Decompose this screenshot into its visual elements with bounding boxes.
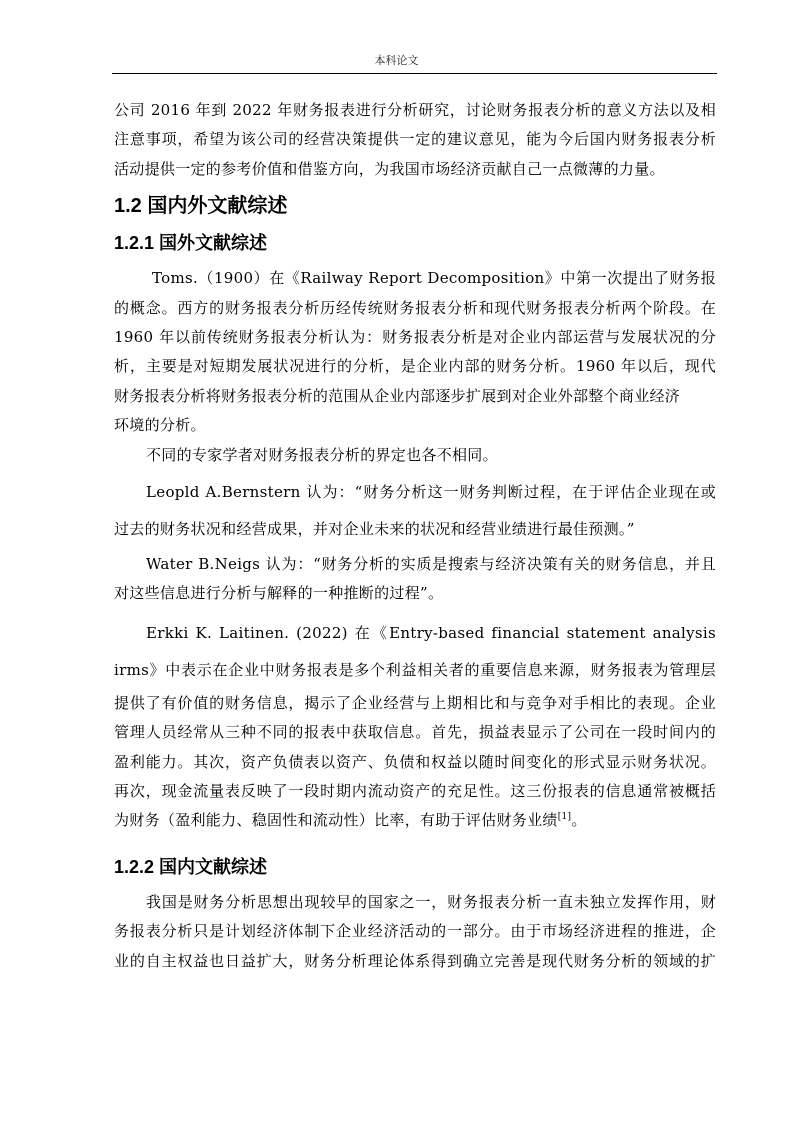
text-line: 财务报表分析将财务报表分析的范围从企业内部逐步扩展到对企业外部整个商业经济: [114, 386, 681, 405]
citation-ref[interactable]: [1]: [557, 812, 572, 823]
intro-paragraph: [114, 96, 716, 184]
paragraph-toms: [114, 264, 716, 440]
text-line: 过去的财务状况和经营成果，并对企业未来的状况和经营业绩进行最佳预测。”: [114, 519, 635, 538]
text-line: 再次，现金流量表反映了一段时期内流动资产的充足性。这三份报表的信息通常被概括: [114, 781, 716, 800]
header-rule: [112, 73, 717, 74]
paragraph-definitions: 不同的专家学者对财务报表分析的界定也各不相同。: [146, 445, 498, 464]
text-line: 公司 2016 年到 2022 年财务报表进行分析研究，讨论财务报表分析的意义方法以及相: [114, 101, 716, 119]
text-line: 活动提供一定的参考价值和借鉴方向，为我国市场经济贡献自己一点微薄的力量。: [114, 159, 665, 178]
paragraph-laitinen: [114, 615, 716, 836]
text-line: 析，主要是对短期发展状况进行的分析，是企业内部的财务分析。1960 年以后，现代: [114, 357, 716, 376]
text-line: Toms.（1900）在《Railway Report Decomposition》中第一次提出了财务报: [152, 269, 716, 288]
text-line: 务报表分析只是计划经济体制下企业经济活动的一部分。由于市场经济进程的推进，企: [114, 922, 716, 941]
running-header: 本科论文: [374, 54, 419, 67]
text-line: 我国是财务分析思想出现较早的国家之一，财务报表分析一直未独立发挥作用，财: [146, 892, 716, 911]
text-line: irms》中表示在企业中财务报表是多个利益相关者的重要信息来源，财务报表为管理层: [114, 660, 716, 679]
text-line: [114, 806, 716, 835]
text-line: 管理人员经常从三种不同的报表中获取信息。首先，损益表显示了公司在一段时间内的: [114, 723, 716, 742]
text-line: 1960 年以前传统财务报表分析认为：财务报表分析是对企业内部运营与发展状况的分: [114, 327, 716, 346]
text-line: 提供了有价值的财务信息，揭示了企业经营与上期相比和与竞争对手相比的表现。企业: [114, 693, 716, 712]
text-line: 业的自主权益也日益扩大，财务分析理论体系得到确立完善是现代财务分析的领域的扩: [114, 951, 716, 970]
text-line: Erkki K. Laitinen. (2022) 在《Entry-based financial statement analysis: [146, 623, 716, 642]
section-heading-1-2-1: 1.2.1 国外文献综述: [114, 233, 268, 254]
text-span: 。: [571, 811, 587, 830]
paragraph-bernstern: [114, 474, 716, 548]
page-body: [114, 96, 716, 976]
paragraph-neigs: [114, 550, 716, 609]
section-heading-1-2: 1.2 国内外文献综述: [114, 195, 288, 218]
text-line: 注意事项，希望为该公司的经营决策提供一定的建议意见，能为今后国内财务报表分析: [114, 130, 716, 149]
text-line: 的概念。西方的财务报表分析历经传统财务报表分析和现代财务报表分析两个阶段。在: [114, 298, 716, 317]
text-span: 为财务（盈利能力、稳固性和流动性）比率，有助于评估财务业绩: [114, 811, 558, 830]
section-heading-1-2-2: 1.2.2 国内文献综述: [114, 856, 268, 877]
text-line: Water B.Neigs 认为：“财务分析的实质是搜索与经济决策有关的财务信息，并且: [146, 554, 716, 573]
text-line: 盈利能力。其次，资产负债表以资产、负债和权益以随时间变化的形式显示财务状况。: [114, 752, 716, 771]
paragraph-domestic: [114, 888, 716, 976]
text-line: Leopld A.Bernstern 认为：“财务分析这一财务判断过程，在于评估企业现在或: [146, 482, 716, 501]
text-line: 对这些信息进行分析与解释的一种推断的过程”。: [114, 584, 444, 603]
text-line: 环境的分析。: [114, 416, 206, 435]
